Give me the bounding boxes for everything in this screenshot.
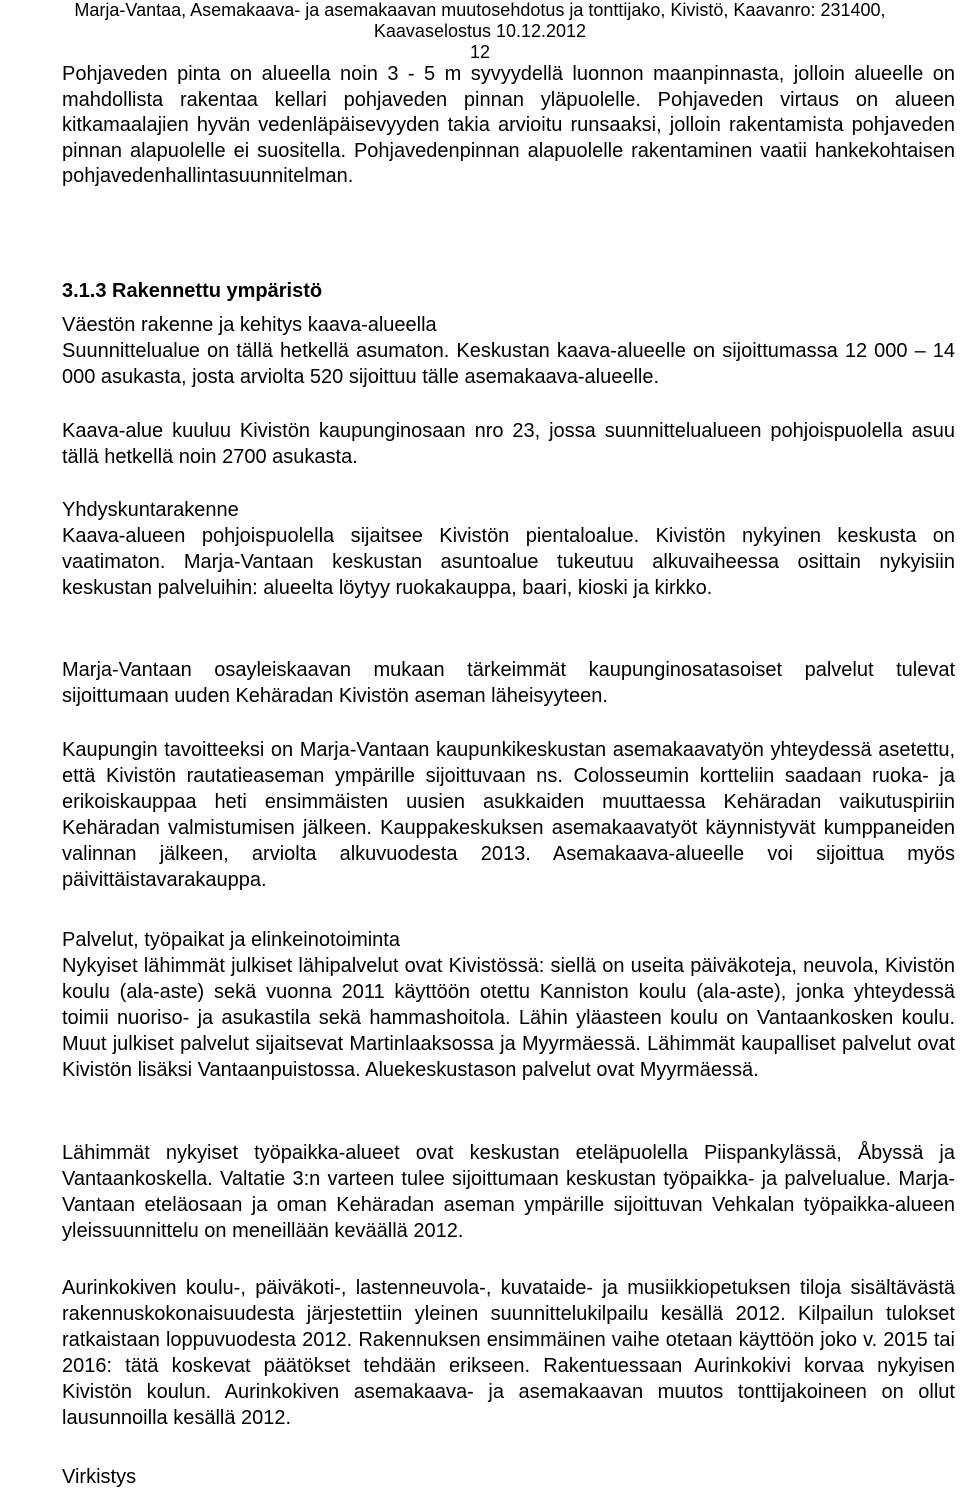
community-block <box>62 497 955 601</box>
population-block-2 <box>62 418 955 470</box>
services-block-2 <box>62 1140 955 1244</box>
community-block-3 <box>62 737 955 893</box>
page-header <box>0 0 960 63</box>
population-paragraph-1: Suunnittelualue on tällä hetkellä asumaton. Keskustan kaava-alueelle on sijoittumassa 12 000 – 14 000 asukasta, josta arviolta 520 sijoittuu tälle asemakaava-alueelle. <box>62 340 955 388</box>
page-number: 12 <box>469 42 491 62</box>
community-paragraph-1: Kaava-alueen pohjoispuolella sijaitsee Kivistön pientaloalue. Kivistön nykyinen keskusta on vaatimaton. Marja-Vantaan keskustan asuntoalue tukeutuu alkuvaiheessa osittain nykyisiin keskustan palveluihin: alueelta löytyy ruokakauppa, baari, kioski ja kirkko. <box>62 525 955 599</box>
services-subheading: Palvelut, työpaikat ja elinkeinotoiminta <box>62 929 400 951</box>
population-paragraph-2: Kaava-alue kuuluu Kivistön kaupunginosaan nro 23, jossa suunnittelualueen pohjoispuolella asuu tällä hetkellä noin 2700 asukasta. <box>62 420 955 468</box>
services-block-3 <box>62 1275 955 1431</box>
services-paragraph-2: Lähimmät nykyiset työpaikka-alueet ovat keskustan eteläpuolella Piispankylässä, Åbyssä ja Vantaankoskella. Valtatie 3:n varteen tulee sijoittumaan keskustan työpaikka- ja palvelualue. Marja-Vantaan eteläosaan ja oman Kehäradan aseman ympärille sijoittuvan Vehkalan työpaikka-alueen yleissuunnittelu on meneillään keväällä 2012. <box>62 1142 955 1242</box>
intro-paragraph: Pohjaveden pinta on alueella noin 3 - 5 m syvyydellä luonnon maanpinnasta, jolloin alueelle on mahdollista rakentaa kellari pohjaveden pinnan yläpuolelle. Pohjaveden virtaus on alueen kitkamaalajien hyvän vedenläpäisevyyden takia arvioitu runsaaksi, jolloin rakentamista pohjaveden pinnan alapuolelle ei suositella. Pohjavedenpinnan alapuolelle rakentaminen vaatii hankekohtaisen pohjavedenhallintasuunnitelman. <box>62 63 955 188</box>
community-paragraph-2: Marja-Vantaan osayleiskaavan mukaan tärkeimmät kaupunginosatasoiset palvelut tulevat sijoittumaan uuden Kehäradan Kivistön aseman läheisyyteen. <box>62 659 955 707</box>
community-subheading: Yhdyskuntarakenne <box>62 499 239 521</box>
population-block <box>62 312 955 390</box>
community-block-2 <box>62 657 955 709</box>
services-paragraph-3: Aurinkokiven koulu-, päiväkoti-, lastenneuvola-, kuvataide- ja musiikkiopetuksen tiloja sisältävästä rakennuskokonaisuudesta järjestettiin yleinen suunnittelukilpailu kesällä 2012. Kilpailun tulokset ratkaistaan loppuvuodesta 2012. Rakennuksen ensimmäinen vaihe otetaan käyttöön joko v. 2015 tai 2016: tätä koskevat päätökset tehdään erikseen. Rakentuessaan Aurinkokivi korvaa nykyisen Kivistön koulun. Aurinkokiven asemakaava- ja asemakaavan muutos tonttijakoineen on ollut lausunnoilla kesällä 2012. <box>62 1277 955 1429</box>
recreation-block <box>62 1464 955 1490</box>
community-paragraph-3: Kaupungin tavoitteeksi on Marja-Vantaan kaupunkikeskustan asemakaavatyön yhteydessä asetettu, että Kivistön rautatieaseman ympärille sijoittuvaan ns. Colosseumin kortteliin saadaan ruoka- ja erikoiskauppaa heti ensimmäisten uusien asukkaiden muuttaessa Kehäradan vaikutuspiriin Kehäradan valmistumisen jälkeen. Kauppakeskuksen asemakaavatyöt käynnistyvät kumppaneiden valinnan jälkeen, arviolta alkuvuodesta 2013. Asemakaava-alueelle voi sijoittua myös päivittäistavarakauppa. <box>62 739 955 891</box>
services-block <box>62 927 955 1083</box>
population-subheading: Väestön rakenne ja kehitys kaava-alueella <box>62 314 437 336</box>
recreation-subheading: Virkistys <box>62 1466 137 1488</box>
header-subtitle: Kaavaselostus 10.12.2012 <box>373 21 587 41</box>
section-heading: 3.1.3 Rakennettu ympäristö <box>62 280 323 302</box>
services-paragraph-1: Nykyiset lähimmät julkiset lähipalvelut ovat Kivistössä: siellä on useita päiväkoteja, neuvola, Kivistön koulu (ala-aste) sekä vuonna 2011 käyttöön otettu Kanniston koulu (ala-aste), jonka yhteydessä toimii nuoriso- ja asukastila sekä hammashoitola. Lähin yläasteen koulu on Vantaankosken koulu. Muut julkiset palvelut sijaitsevat Martinlaaksossa ja Myyrmäessä. Lähimmät kaupalliset palvelut ovat Kivistön lisäksi Vantaanpuistossa. Aluekeskustason palvelut ovat Myyrmäessä. <box>62 955 955 1081</box>
header-title: Marja-Vantaa, Asemakaava- ja asemakaavan muutosehdotus ja tonttijako, Kivistö, Kaavanro: 231400, <box>74 0 886 20</box>
intro-block <box>62 62 955 190</box>
